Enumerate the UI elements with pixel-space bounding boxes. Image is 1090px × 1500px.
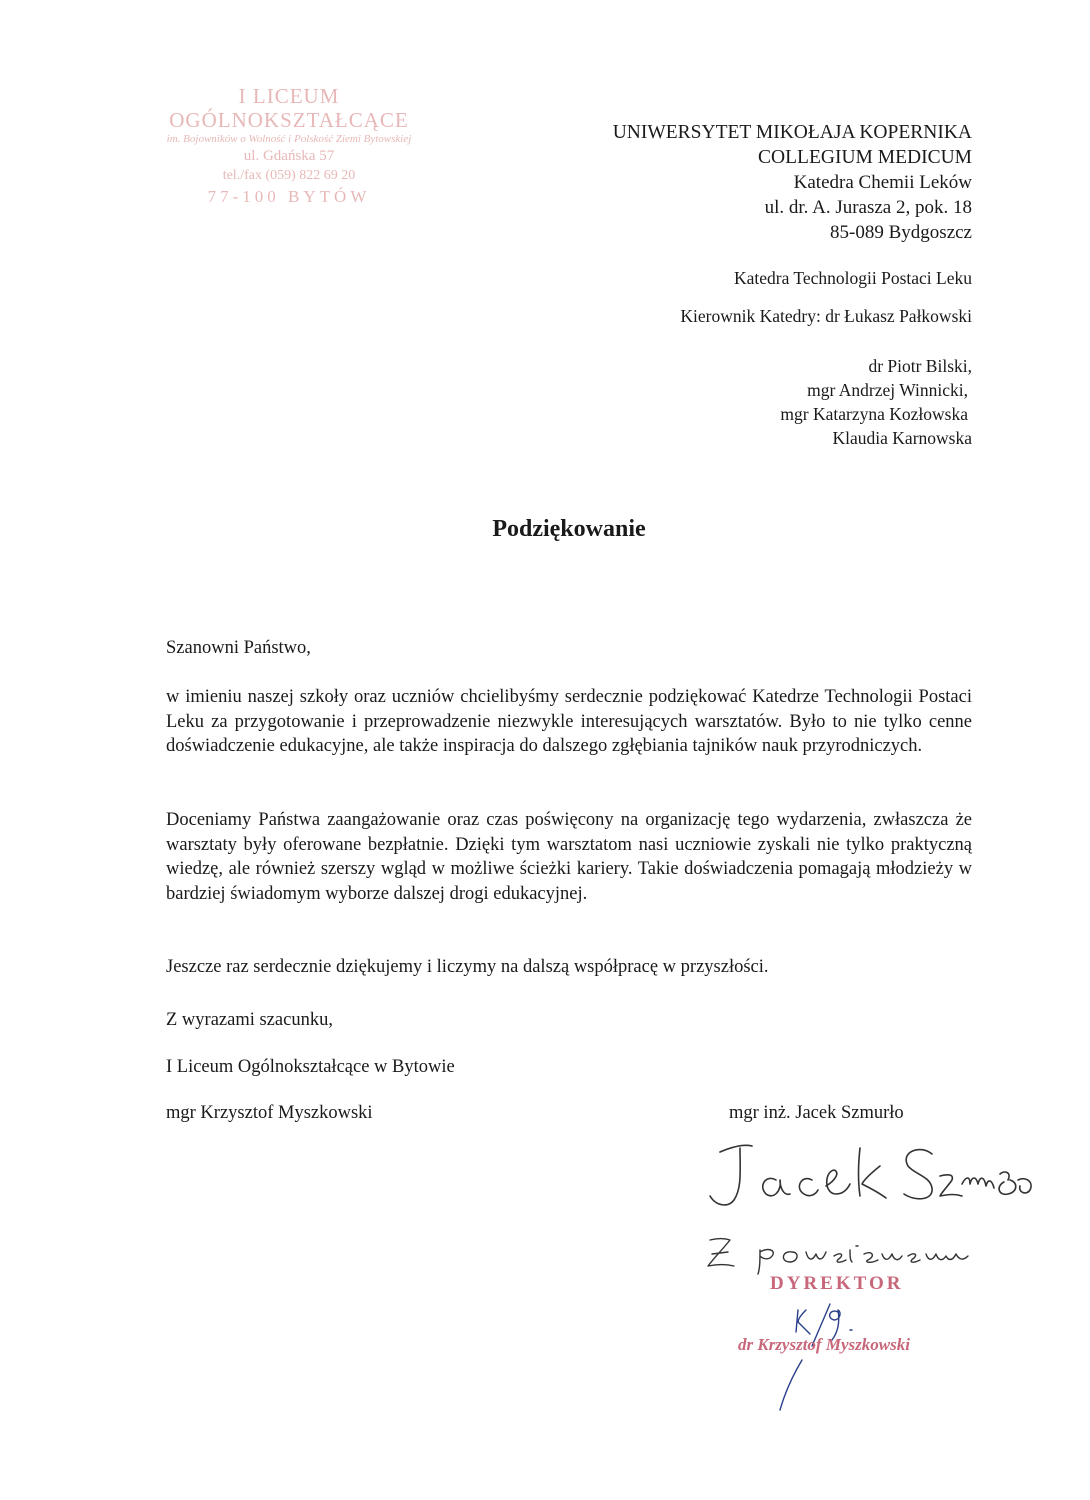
- salutation: Szanowni Państwo,: [166, 638, 311, 658]
- director-stamp: DYREKTOR: [770, 1273, 904, 1294]
- school-stamp: [118, 84, 460, 209]
- stamp-line-1: I LICEUM OGÓLNOKSZTAŁCĄCE: [169, 84, 409, 132]
- stamp-line-2: im. Bojowników o Wolność i Polskość Ziemi Bytowskiej: [166, 133, 412, 145]
- recipient-university: UNIWERSYTET MIKOŁAJA KOPERNIKA: [612, 122, 972, 143]
- paragraph-3: Jeszcze raz serdecznie dziękujemy i liczymy na dalszą współpracę w przyszłości.: [166, 957, 769, 977]
- stamp-line-3: ul. Gdańska 57: [243, 148, 335, 164]
- handwritten-signature: [700, 1130, 1040, 1220]
- recipient-name: dr Piotr Bilski,: [868, 356, 972, 376]
- closing: Z wyrazami szacunku,: [166, 1010, 333, 1030]
- dept-line: Katedra Technologii Postaci Leku: [733, 268, 972, 288]
- school-name: I Liceum Ogólnokształcące w Bytowie: [166, 1057, 455, 1077]
- recipient-street: ul. dr. A. Jurasza 2, pok. 18: [764, 197, 972, 218]
- director-signature: [760, 1300, 880, 1420]
- signatory-right: mgr inż. Jacek Szmurło: [729, 1103, 904, 1123]
- head-line: Kierownik Katedry: dr Łukasz Pałkowski: [680, 306, 972, 326]
- recipient-name: mgr Katarzyna Kozłowska: [780, 404, 968, 424]
- stamp-line-5: 77-100 BYTÓW: [207, 187, 371, 206]
- signatory-left: mgr Krzysztof Myszkowski: [166, 1103, 373, 1123]
- handwritten-note: [700, 1226, 1000, 1276]
- director-name: dr Krzysztof Myszkowski: [738, 1335, 910, 1354]
- recipient-department: Katedra Chemii Leków: [793, 172, 972, 193]
- stamp-line-4: tel./fax (059) 822 69 20: [222, 168, 356, 183]
- paragraph-1: w imieniu naszej szkoły oraz uczniów chcielibyśmy serdecznie podziękować Katedrze Technologii Postaci Leku za przygotowanie i przeprowadzenie niezwykle interesujących warsztatów. Było to nie tylko cenne doświadczenie edukacyjne, ale także inspiracja do dalszego zgłębiania tajników nauk przyrodniczych.: [166, 687, 972, 756]
- recipient-name: Klaudia Karnowska: [832, 428, 972, 448]
- recipient-city: 85-089 Bydgoszcz: [830, 222, 972, 243]
- recipient-name: mgr Andrzej Winnicki,: [807, 380, 968, 400]
- paragraph-2: Doceniamy Państwa zaangażowanie oraz czas poświęcony na organizację tego wydarzenia, zwłaszcza że warsztaty były oferowane bezpłatnie. Dzięki tym warsztatom nasi uczniowie zyskali nie tylko praktyczną wiedzę, ale również szerszy wgląd w możliwe ścieżki kariery. Takie doświadczenia pomagają młodzieży w bardziej świadomym wyborze dalszej drogi edukacyjnej.: [166, 810, 972, 904]
- letter-title: Podziękowanie: [492, 516, 646, 542]
- recipient-college: COLLEGIUM MEDICUM: [758, 147, 972, 168]
- recipient-names: [780, 354, 972, 450]
- recipient-address: [613, 120, 972, 245]
